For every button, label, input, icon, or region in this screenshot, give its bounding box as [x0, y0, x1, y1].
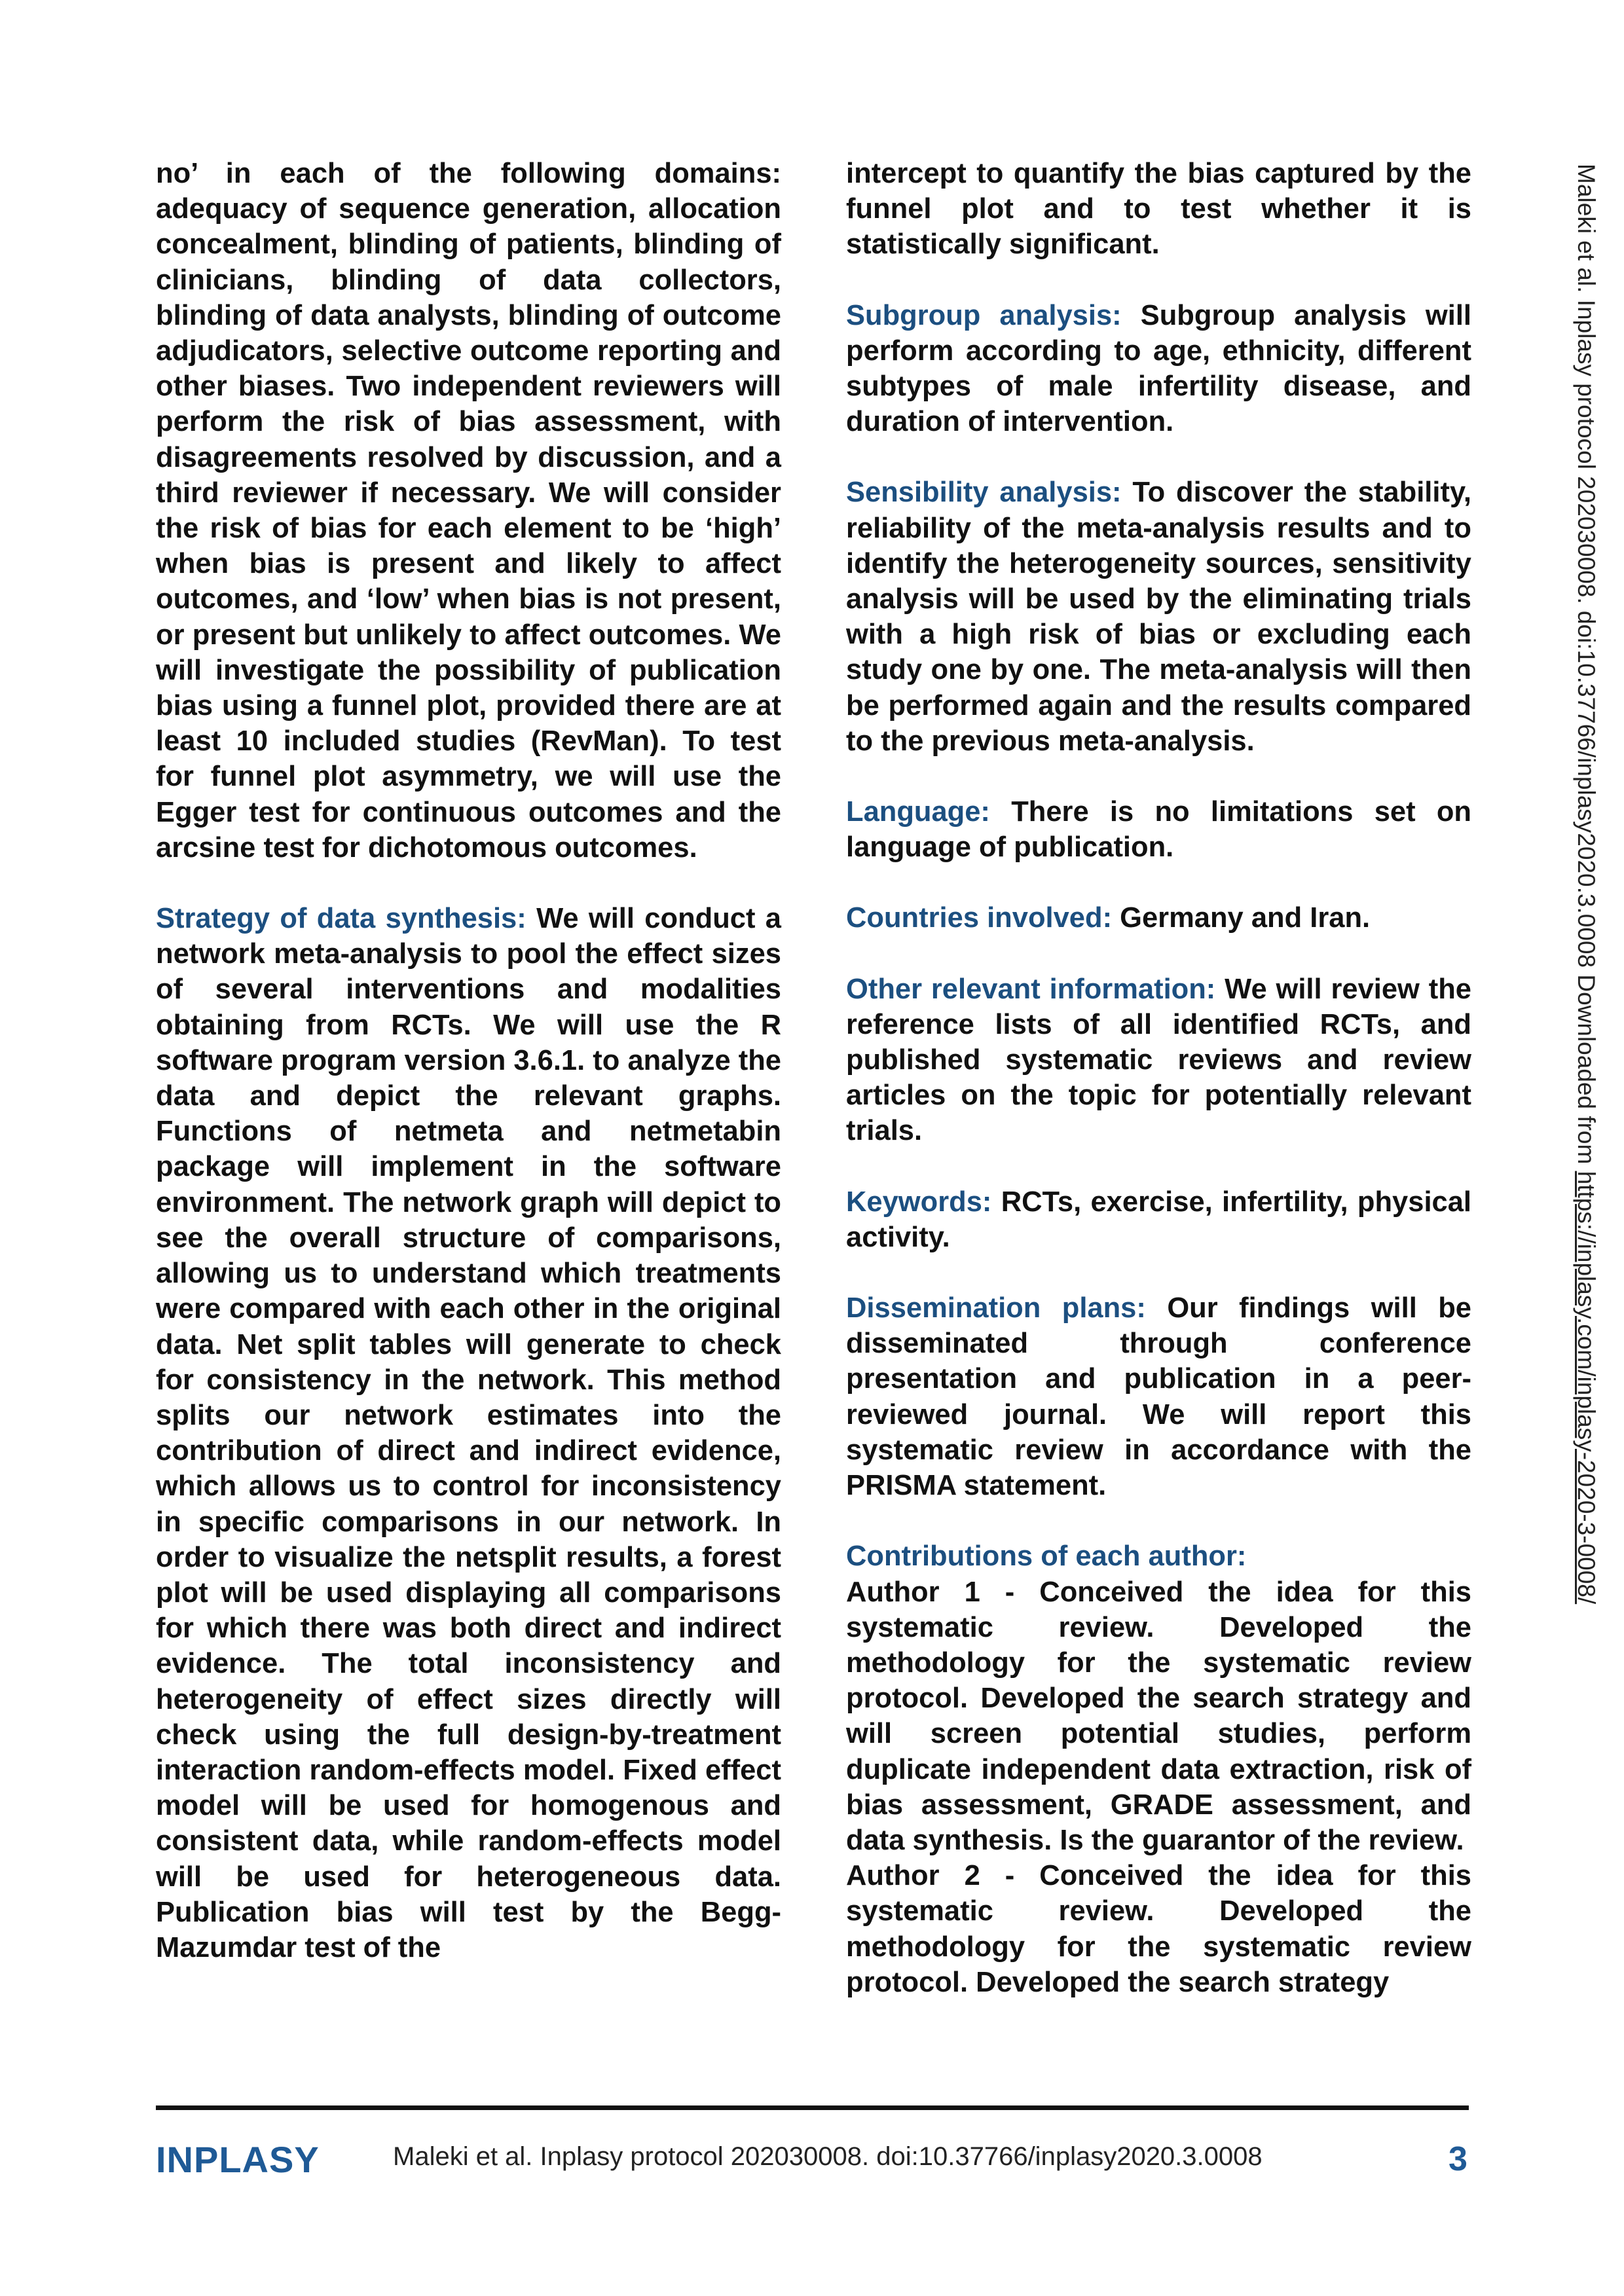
strategy-text: We will conduct a network meta-analysis to pool the effect sizes of several interventions and modalities obtaining from RCTs. We will use the R software program version 3.6.1. to analyze the data and depict the relevant graphs. Functions of netmeta and netmetabin package will implement in the software environment. The network graph will depict to see the overall structure of comparisons, allowing us to understand which treatments were compared with each other in the original data. Net split tables will generate to check for consistency in the network. This method splits our network estimates into the contribution of direct and indirect evidence, which allows us to control for inconsistency in specific comparisons in our network. In order to visualize the netsplit results, a forest plot will be used displaying all comparisons for which there was both direct and indirect evidence. The total inconsistency and heterogeneity of effect sizes directly will check using the full design-by-treatment interaction random-effects model. Fixed effect model will be used for homogenous and consistent data, while random-effects model will be used for heterogeneous data. Publication bias will test by the Begg-Mazumdar test of the: [156, 903, 781, 1963]
other-info-text: We will review the reference lists of all identified RCTs, and published systematic reviews and review articles on the topic for potentially relevant trials.: [846, 973, 1471, 1147]
footer-citation: Maleki et al. Inplasy protocol 202030008. doi:10.37766/inplasy2020.3.0008: [393, 2142, 1263, 2171]
paragraph-strategy: [156, 901, 781, 1965]
paragraph-intercept: intercept to quantify the bias captured by the funnel plot and to test whether it is statistically significant.: [846, 158, 1471, 261]
heading-dissemination: Dissemination plans:: [846, 1292, 1146, 1324]
paragraph-dissemination: [846, 1290, 1471, 1503]
paragraph-sensibility: [846, 475, 1471, 759]
heading-sensibility: Sensibility analysis:: [846, 477, 1122, 509]
heading-contributions: Contributions of each author:: [846, 1540, 1247, 1573]
paragraph-keywords: [846, 1184, 1471, 1255]
subgroup-text: Subgroup analysis will perform according to age, ethnicity, different subtypes of male infertility disease, and duration of intervention.: [846, 299, 1471, 438]
footer-divider: [156, 2105, 1469, 2110]
footer-brand: INPLASY: [156, 2139, 320, 2180]
paragraph-countries: [846, 900, 1471, 936]
dissemination-text: Our findings will be disseminated through conference presentation and publication in a peer-reviewed journal. We will report this systematic review in accordance with the PRISMA statement.: [846, 1292, 1471, 1502]
paragraph-risk-of-bias: no’ in each of the following domains: adequacy of sequence generation, allocation concealment, blinding of patients, blinding of clinicians, blinding of data collectors, blinding of data analysts, blinding of outcome adjudicators, selective outcome reporting and other biases. Two independent reviewers will perform the risk of bias assessment, with disagreements resolved by discussion, and a third reviewer if necessary. We will consider the risk of bias for each element to be ‘high’ when bias is present and likely to affect outcomes, and ‘low’ when bias is not present, or present but unlikely to affect outcomes. We will investigate the possibility of publication bias using a funnel plot, provided there are at least 10 included studies (RevMan). To test for funnel plot asymmetry, we will use the Egger test for continuous outcomes and the arcsine test for dichotomous outcomes.: [156, 158, 781, 864]
paragraph-other-info: [846, 972, 1471, 1149]
heading-countries: Countries involved:: [846, 902, 1113, 934]
language-text: There is no limitations set on language of publication.: [846, 796, 1471, 864]
page-number: 3: [1449, 2140, 1467, 2178]
side-citation-text: Maleki et al. Inplasy protocol 202030008. doi:10.37766/inplasy2020.3.0008 Downloaded from: [1573, 164, 1600, 1171]
heading-strategy: Strategy of data synthesis:: [156, 903, 526, 935]
left-column: [156, 156, 781, 1965]
heading-keywords: Keywords:: [846, 1186, 992, 1218]
side-citation: [1572, 164, 1600, 1604]
countries-text: Germany and Iran.: [1120, 902, 1371, 934]
keywords-text: RCTs, exercise, infertility, physical activity.: [846, 1186, 1472, 1253]
right-column: [846, 156, 1471, 2000]
heading-language: Language:: [846, 796, 990, 828]
download-link[interactable]: https://inplasy.com/inplasy-2020-3-0008/: [1573, 1171, 1600, 1605]
sensibility-text: To discover the stability, reliability of the meta-analysis results and to identify the heterogeneity sources, sensitivity analysis will be used by the eliminating trials with a high risk of bias or excluding each study one by one. The meta-analysis will then be performed again and the results compared to the previous meta-analysis.: [846, 477, 1471, 757]
paragraph-contributions: [846, 1539, 1471, 1574]
paragraph-language: [846, 794, 1471, 865]
paragraph-subgroup: [846, 298, 1471, 440]
paragraph-author-1: Author 1 - Conceived the idea for this systematic review. Developed the methodology for the systematic review protocol. Developed the search strategy and will screen potential studies, perform duplicate independent data extraction, risk of bias assessment, GRADE assessment, and data synthesis. Is the guarantor of the review.: [846, 1576, 1471, 1856]
heading-other-info: Other relevant information:: [846, 973, 1216, 1005]
paragraph-author-2: Author 2 - Conceived the idea for this systematic review. Developed the methodology for the systematic review protocol. Developed the search strategy: [846, 1860, 1471, 1998]
heading-subgroup: Subgroup analysis:: [846, 299, 1122, 331]
